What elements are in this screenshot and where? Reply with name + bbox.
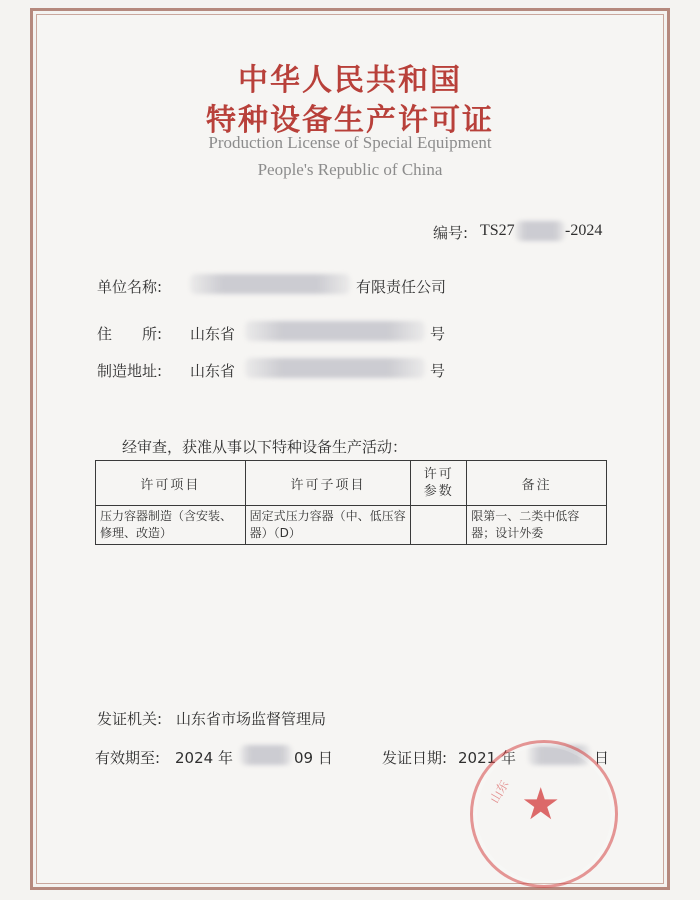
cell-permit-params [411,506,467,545]
title-english-line2: People's Republic of China [257,160,443,179]
title-chinese-line2: 特种设备生产许可证 [206,103,494,138]
permit-table [95,460,607,545]
seal-arc-text: 山东 [487,777,512,806]
redacted-mfg-address [245,358,425,378]
mfg-address-suffix: 号 [430,362,446,380]
header-permit-params [411,461,467,506]
header-permit-item: 许可项目 [96,461,246,506]
valid-until-day: 09 日 [294,749,333,767]
header-permit-subitem: 许可子项目 [245,461,411,506]
official-seal [470,740,618,888]
valid-until-year: 2024 年 [175,749,233,767]
approval-text: 经审查，获准从事以下特种设备生产活动： [122,438,408,456]
header-permit-params-text: 许可参数 [423,467,454,499]
issuer-label: 发证机关: [97,710,163,728]
address-province: 山东省 [190,325,236,343]
certificate-number-suffix: -2024 [565,222,603,239]
cell-permit-item: 压力容器制造（含安装、修理、改造） [96,506,246,545]
red-star-icon: ★ [521,779,561,830]
redacted-valid-month [240,745,292,765]
redacted-company-name [190,274,350,294]
certificate-number-label: 编号: [433,224,469,242]
table-header-row [96,461,607,506]
mfg-address-province: 山东省 [190,362,236,380]
address-label: 住 所: [97,325,163,343]
redacted-number [515,221,565,241]
issue-date-label: 发证日期: [382,749,448,767]
mfg-address-label: 制造地址: [97,362,163,380]
title-english-line1: Production License of Special Equipment [208,133,492,152]
valid-until-label: 有效期至: [95,749,161,767]
certificate-number-prefix: TS27 [480,222,515,239]
company-suffix: 有限责任公司 [356,278,447,296]
address-suffix: 号 [430,325,446,343]
issue-date-day: 日 [594,749,610,767]
issuer-value: 山东省市场监督管理局 [176,710,327,728]
company-label: 单位名称: [97,278,163,296]
cell-remarks: 限第一、二类中低容器；设计外委 [467,506,607,545]
title-chinese-line1: 中华人民共和国 [238,63,462,98]
redacted-address [245,321,425,341]
table-row [96,506,607,545]
header-remarks: 备注 [467,461,607,506]
cell-permit-subitem: 固定式压力容器（中、低压容器）（D） [245,506,411,545]
issue-date-year: 2021 年 [458,749,516,767]
